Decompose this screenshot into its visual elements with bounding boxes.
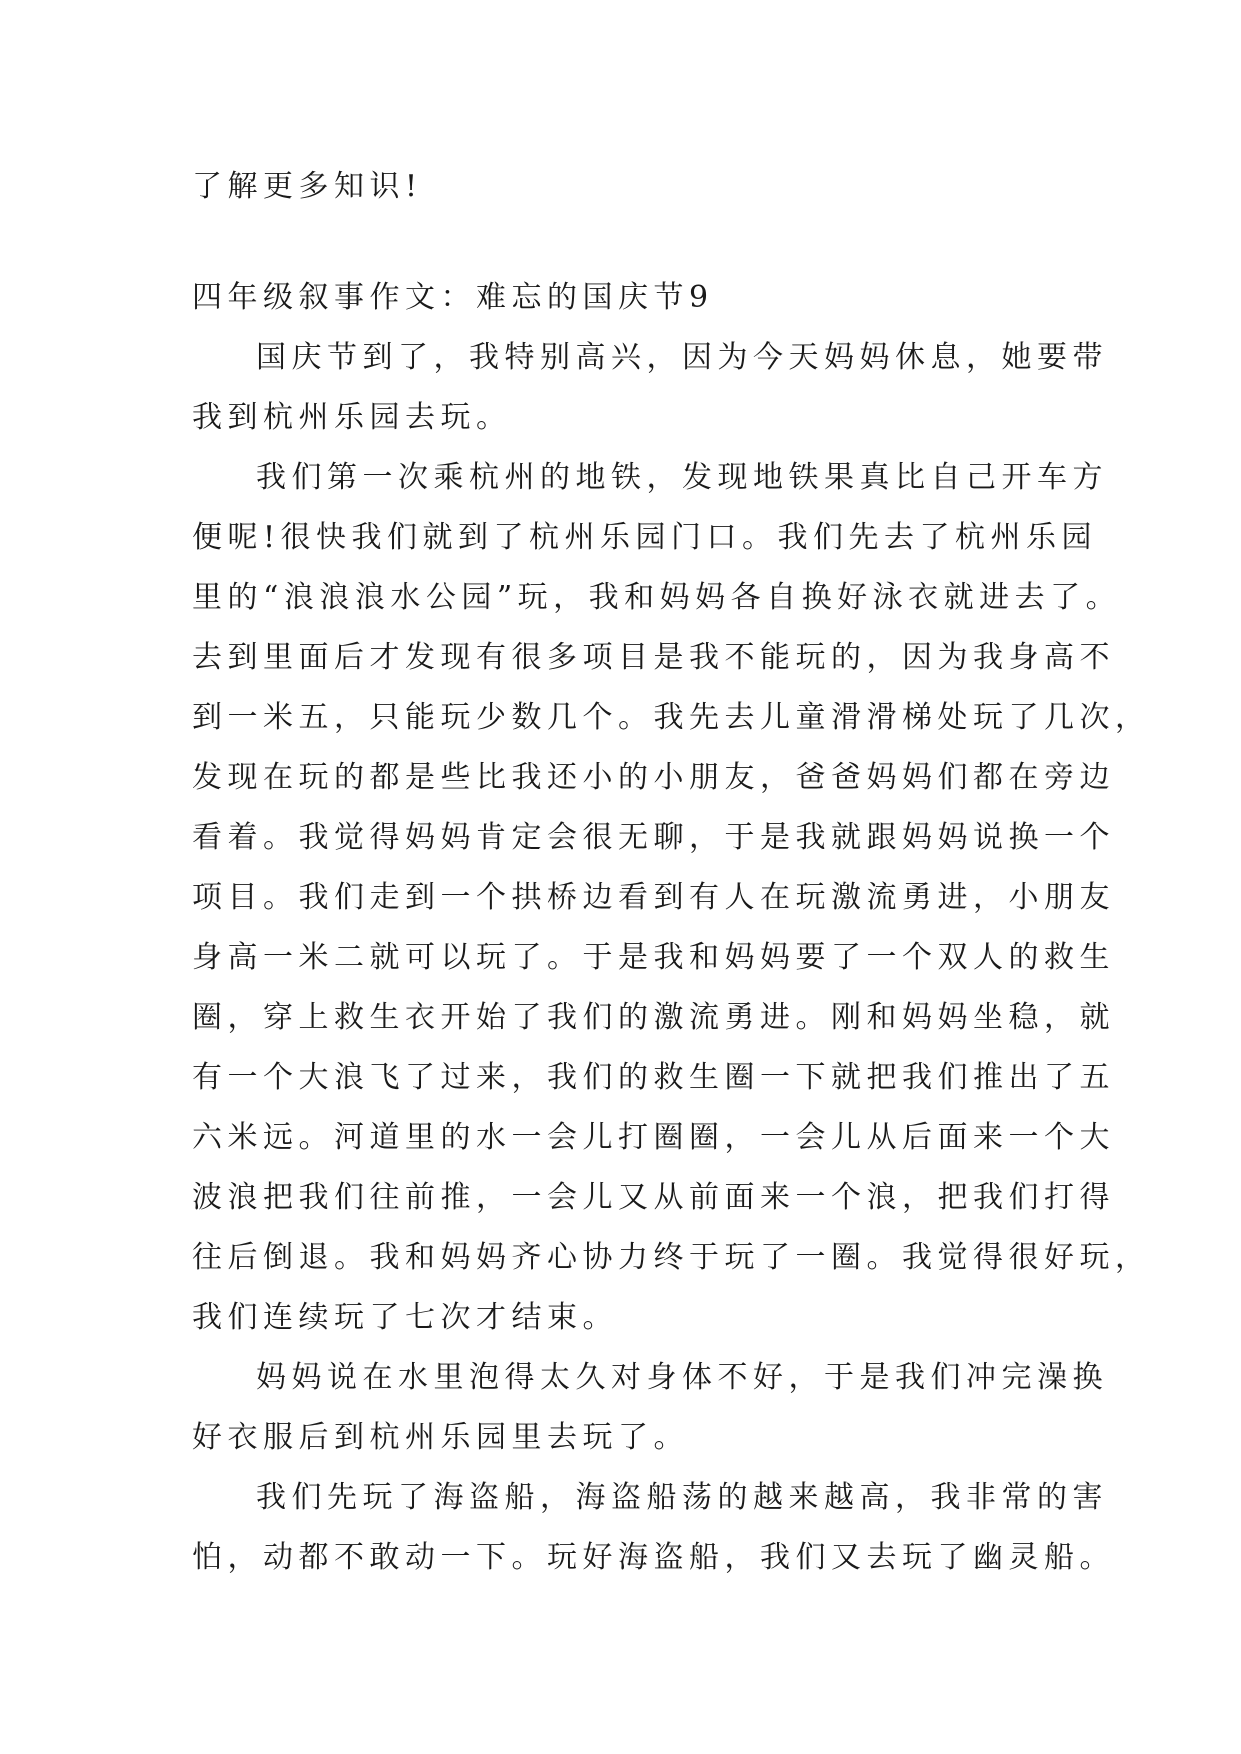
paragraph-line: 我们连续玩了七次才结束。	[192, 1300, 618, 1335]
paragraph-line: 往后倒退。我和妈妈齐心协力终于玩了一圈。我觉得很好玩，	[192, 1240, 1151, 1275]
paragraph-first-line: 国庆节到了，我特别高兴，因为今天妈妈休息，她要带	[256, 340, 1108, 375]
paragraph-line: 到一米五，只能玩少数几个。我先去儿童滑滑梯处玩了几次，	[192, 700, 1151, 735]
paragraph-line: 我到杭州乐园去玩。	[192, 400, 512, 435]
paragraph-line: 去到里面后才发现有很多项目是我不能玩的，因为我身高不	[192, 640, 1115, 675]
paragraph-line: 看着。我觉得妈妈肯定会很无聊，于是我就跟妈妈说换一个	[192, 820, 1115, 855]
paragraph-line: 项目。我们走到一个拱桥边看到有人在玩激流勇进，小朋友	[192, 880, 1115, 915]
paragraph-line: 好衣服后到杭州乐园里去玩了。	[192, 1420, 689, 1455]
paragraph-line: 身高一米二就可以玩了。于是我和妈妈要了一个双人的救生	[192, 940, 1115, 975]
lead-text	[192, 157, 1058, 217]
paragraph-first-line: 妈妈说在水里泡得太久对身体不好，于是我们冲完澡换	[256, 1360, 1108, 1395]
paragraph-first-line: 我们第一次乘杭州的地铁，发现地铁果真比自己开车方	[256, 460, 1108, 495]
paragraph-line: 便呢!很快我们就到了杭州乐园门口。我们先去了杭州乐园	[192, 520, 1098, 555]
paragraph-line: 发现在玩的都是些比我还小的小朋友，爸爸妈妈们都在旁边	[192, 760, 1115, 795]
paragraph-first-line: 我们先玩了海盗船，海盗船荡的越来越高，我非常的害	[256, 1480, 1108, 1515]
essay-title-text: 四年级叙事作文：难忘的国庆节9	[192, 280, 714, 315]
paragraph-line: 怕，动都不敢动一下。玩好海盗船，我们又去玩了幽灵船。	[192, 1540, 1115, 1575]
paragraph-line: 六米远。河道里的水一会儿打圈圈，一会儿从后面来一个大	[192, 1120, 1115, 1155]
paragraph-line: 波浪把我们往前推，一会儿又从前面来一个浪，把我们打得	[192, 1180, 1115, 1215]
essay-body	[192, 328, 1151, 1588]
lead-text-line: 了解更多知识!	[192, 169, 423, 204]
paragraph-line: 圈，穿上救生衣开始了我们的激流勇进。刚和妈妈坐稳，就	[192, 1000, 1115, 1035]
paragraph-line: 里的“浪浪浪水公园”玩，我和妈妈各自换好泳衣就进去了。	[192, 580, 1122, 615]
essay-title	[192, 268, 1058, 328]
paragraph-line: 有一个大浪飞了过来，我们的救生圈一下就把我们推出了五	[192, 1060, 1115, 1095]
